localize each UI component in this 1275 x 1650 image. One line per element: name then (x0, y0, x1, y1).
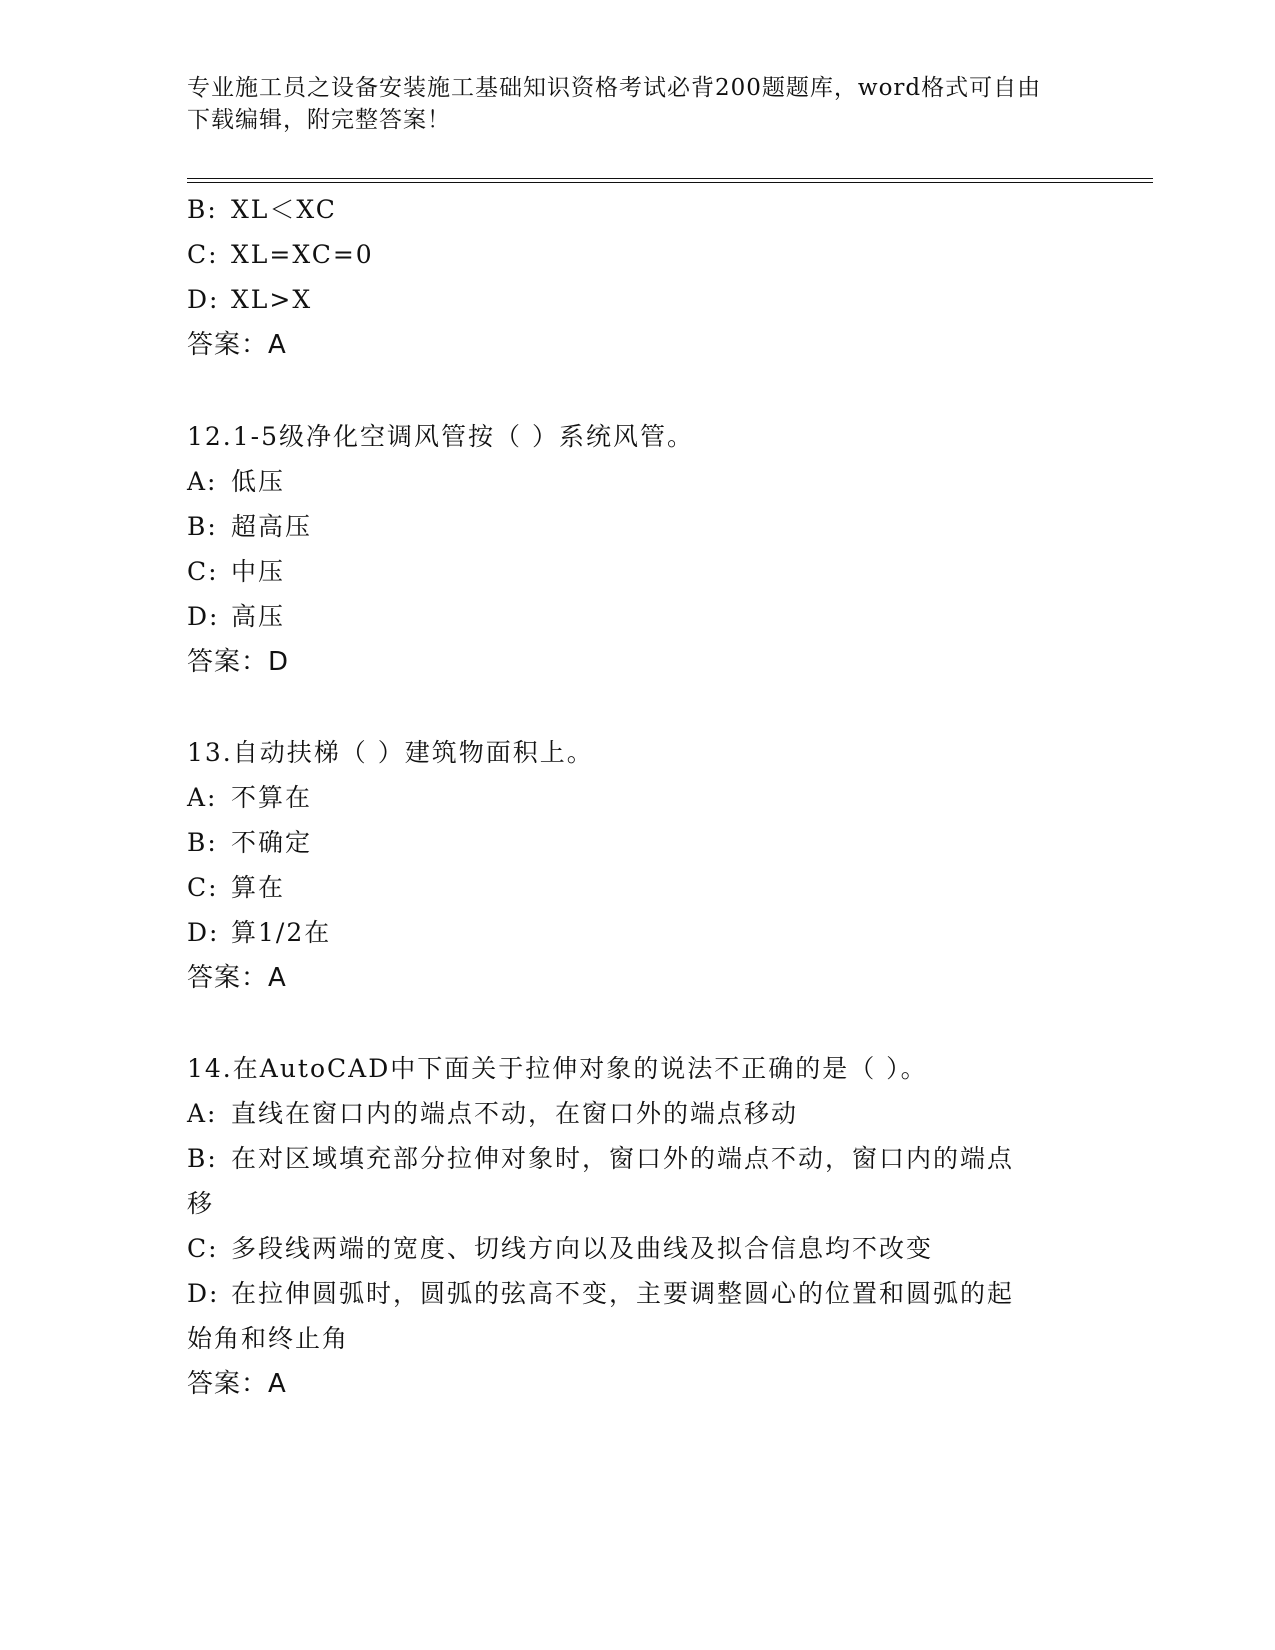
header-line-2: 下载编辑，附完整答案！ (187, 107, 451, 133)
option-label: C: (187, 1234, 219, 1263)
option-text: 在拉伸圆弧时，圆弧的弦高不变，主要调整圆心的位置和圆弧的起 (231, 1279, 1015, 1308)
q14-option-d-continued: 始角和终止角 (187, 1324, 350, 1353)
q13-option-c (187, 873, 285, 903)
option-label: D: (187, 1279, 220, 1308)
option-text: 算1/2在 (231, 918, 332, 947)
option-text: 中压 (231, 557, 286, 586)
option-text: 算在 (231, 873, 286, 902)
option-label: C: (187, 240, 219, 269)
q14-stem: 14.在AutoCAD中下面关于拉伸对象的说法不正确的是（ ）。 (187, 1054, 928, 1083)
q14-option-b (187, 1144, 1014, 1174)
option-label: B: (187, 512, 218, 541)
option-label: A: (187, 1099, 218, 1128)
q12-option-c (187, 557, 285, 587)
option-text: XL=XC=0 (231, 240, 374, 269)
option-label: D: (187, 285, 220, 314)
option-text: 在对区域填充部分拉伸对象时，窗口外的端点不动，窗口内的端点 (231, 1144, 1015, 1173)
q11-option-d (187, 285, 312, 315)
header-divider-top (187, 178, 1153, 179)
q13-option-b (187, 828, 312, 858)
q13-option-d (187, 918, 331, 948)
option-text: 直线在窗口内的端点不动，在窗口外的端点移动 (231, 1099, 799, 1128)
option-label: A: (187, 467, 218, 496)
option-text: 多段线两端的宽度、切线方向以及曲线及拟合信息均不改变 (231, 1234, 934, 1263)
option-label: C: (187, 557, 219, 586)
q12-option-d (187, 602, 285, 632)
q11-option-b (187, 195, 337, 225)
q14-option-a (187, 1099, 798, 1129)
q14-option-c (187, 1234, 933, 1264)
option-label: B: (187, 195, 218, 224)
q13-option-a (187, 783, 312, 813)
q11-answer: 答案：A (187, 330, 287, 360)
option-label: D: (187, 918, 220, 947)
option-label: D: (187, 602, 220, 631)
option-text: 不算在 (231, 783, 313, 812)
q14-option-b-continued: 移 (187, 1189, 215, 1218)
option-text: 高压 (231, 602, 286, 631)
q13-stem: 13.自动扶梯（ ）建筑物面积上。 (187, 738, 594, 767)
q12-answer: 答案：D (187, 647, 290, 677)
option-text: 不确定 (231, 828, 313, 857)
option-label: B: (187, 828, 218, 857)
q11-option-c (187, 240, 374, 270)
header-line-1: 专业施工员之设备安装施工基础知识资格考试必背200题题库，word格式可自由 (187, 75, 1042, 101)
q14-option-d (187, 1279, 1014, 1309)
option-text: 低压 (231, 467, 286, 496)
q12-stem: 12.1-5级净化空调风管按（ ）系统风管。 (187, 422, 694, 451)
q12-option-b (187, 512, 312, 542)
option-text: 超高压 (231, 512, 313, 541)
option-text: XL>X (231, 285, 313, 314)
option-label: A: (187, 783, 218, 812)
option-label: B: (187, 1144, 218, 1173)
q12-option-a (187, 467, 285, 497)
option-text: XL＜XC (231, 195, 337, 224)
document-header (187, 72, 1067, 136)
header-divider-bottom (187, 182, 1153, 183)
option-label: C: (187, 873, 219, 902)
q14-answer: 答案：A (187, 1369, 287, 1399)
q13-answer: 答案：A (187, 963, 287, 993)
